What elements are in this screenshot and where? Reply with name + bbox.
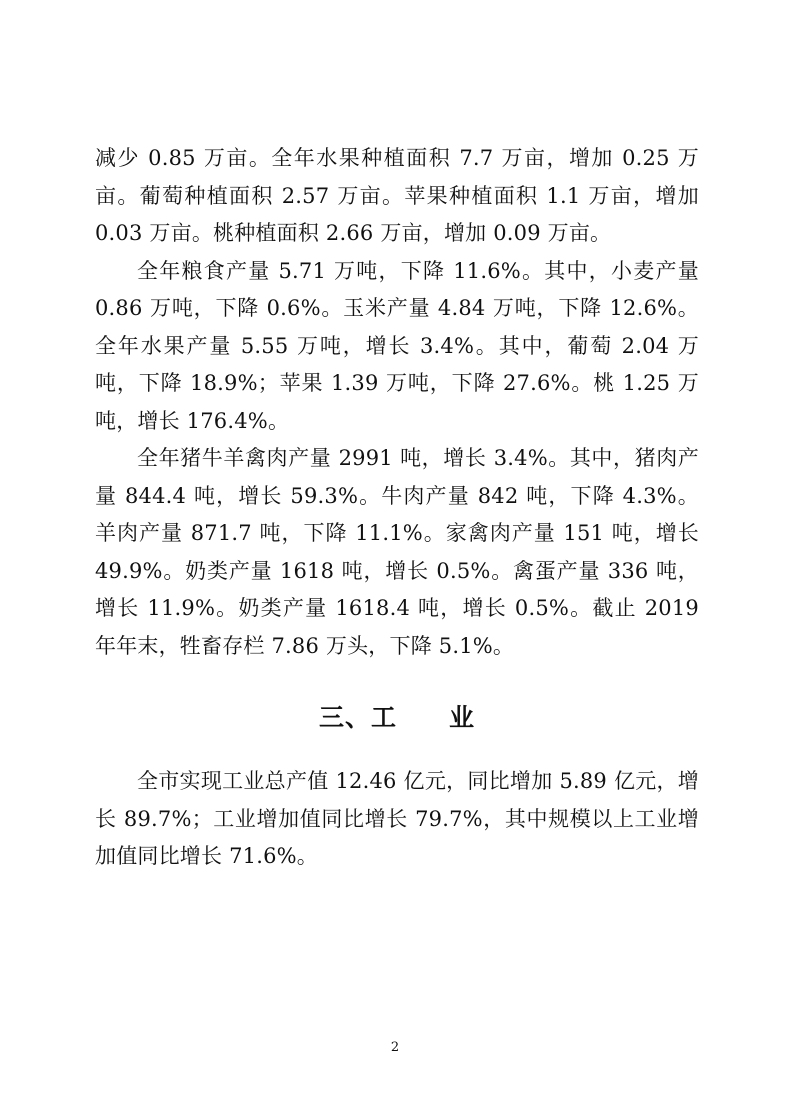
paragraph-meat-output: 全年猪牛羊禽肉产量 2991 吨，增长 3.4%。其中，猪肉产量 844.4 吨，增长 59.3%。牛肉产量 842 吨，下降 4.3%。羊肉产量 871.7 吨，下降 11.1%。家禽肉产量 151 吨，增长 49.9%。奶类产量 1618 吨，增长 0.5%。禽蛋产量 336 吨，增长 11.9%。奶类产量 1618.4 吨，增长 0.5%。截止 2019 年年末，牲畜存栏 7.86 万头，下降 5.1%。 xyxy=(95,446,699,658)
paragraph-continued: 减少 0.85 万亩。全年水果种植面积 7.7 万亩，增加 0.25 万亩。葡萄种植面积 2.57 万亩。苹果种植面积 1.1 万亩，增加 0.03 万亩。桃种植面积 2.66 万亩，增加 0.09 万亩。 xyxy=(95,146,699,245)
document-body xyxy=(95,140,699,876)
paragraph-industry: 全市实现工业总产值 12.46 亿元，同比增加 5.89 亿元，增长 89.7%；工业增加值同比增长 79.7%，其中规模以上工业增加值同比增长 71.6%。 xyxy=(95,769,699,868)
section-heading-industry: 三、工 业 xyxy=(318,703,475,732)
paragraph-grain-output: 全年粮食产量 5.71 万吨，下降 11.6%。其中，小麦产量 0.86 万吨，下降 0.6%。玉米产量 4.84 万吨，下降 12.6%。全年水果产量 5.55 万吨，增长 3.4%。其中，葡萄 2.04 万吨，下降 18.9%；苹果 1.39 万吨，下降 27.6%。桃 1.25 万吨，增长 176.4%。 xyxy=(95,258,699,433)
page-number: 2 xyxy=(390,1040,400,1055)
